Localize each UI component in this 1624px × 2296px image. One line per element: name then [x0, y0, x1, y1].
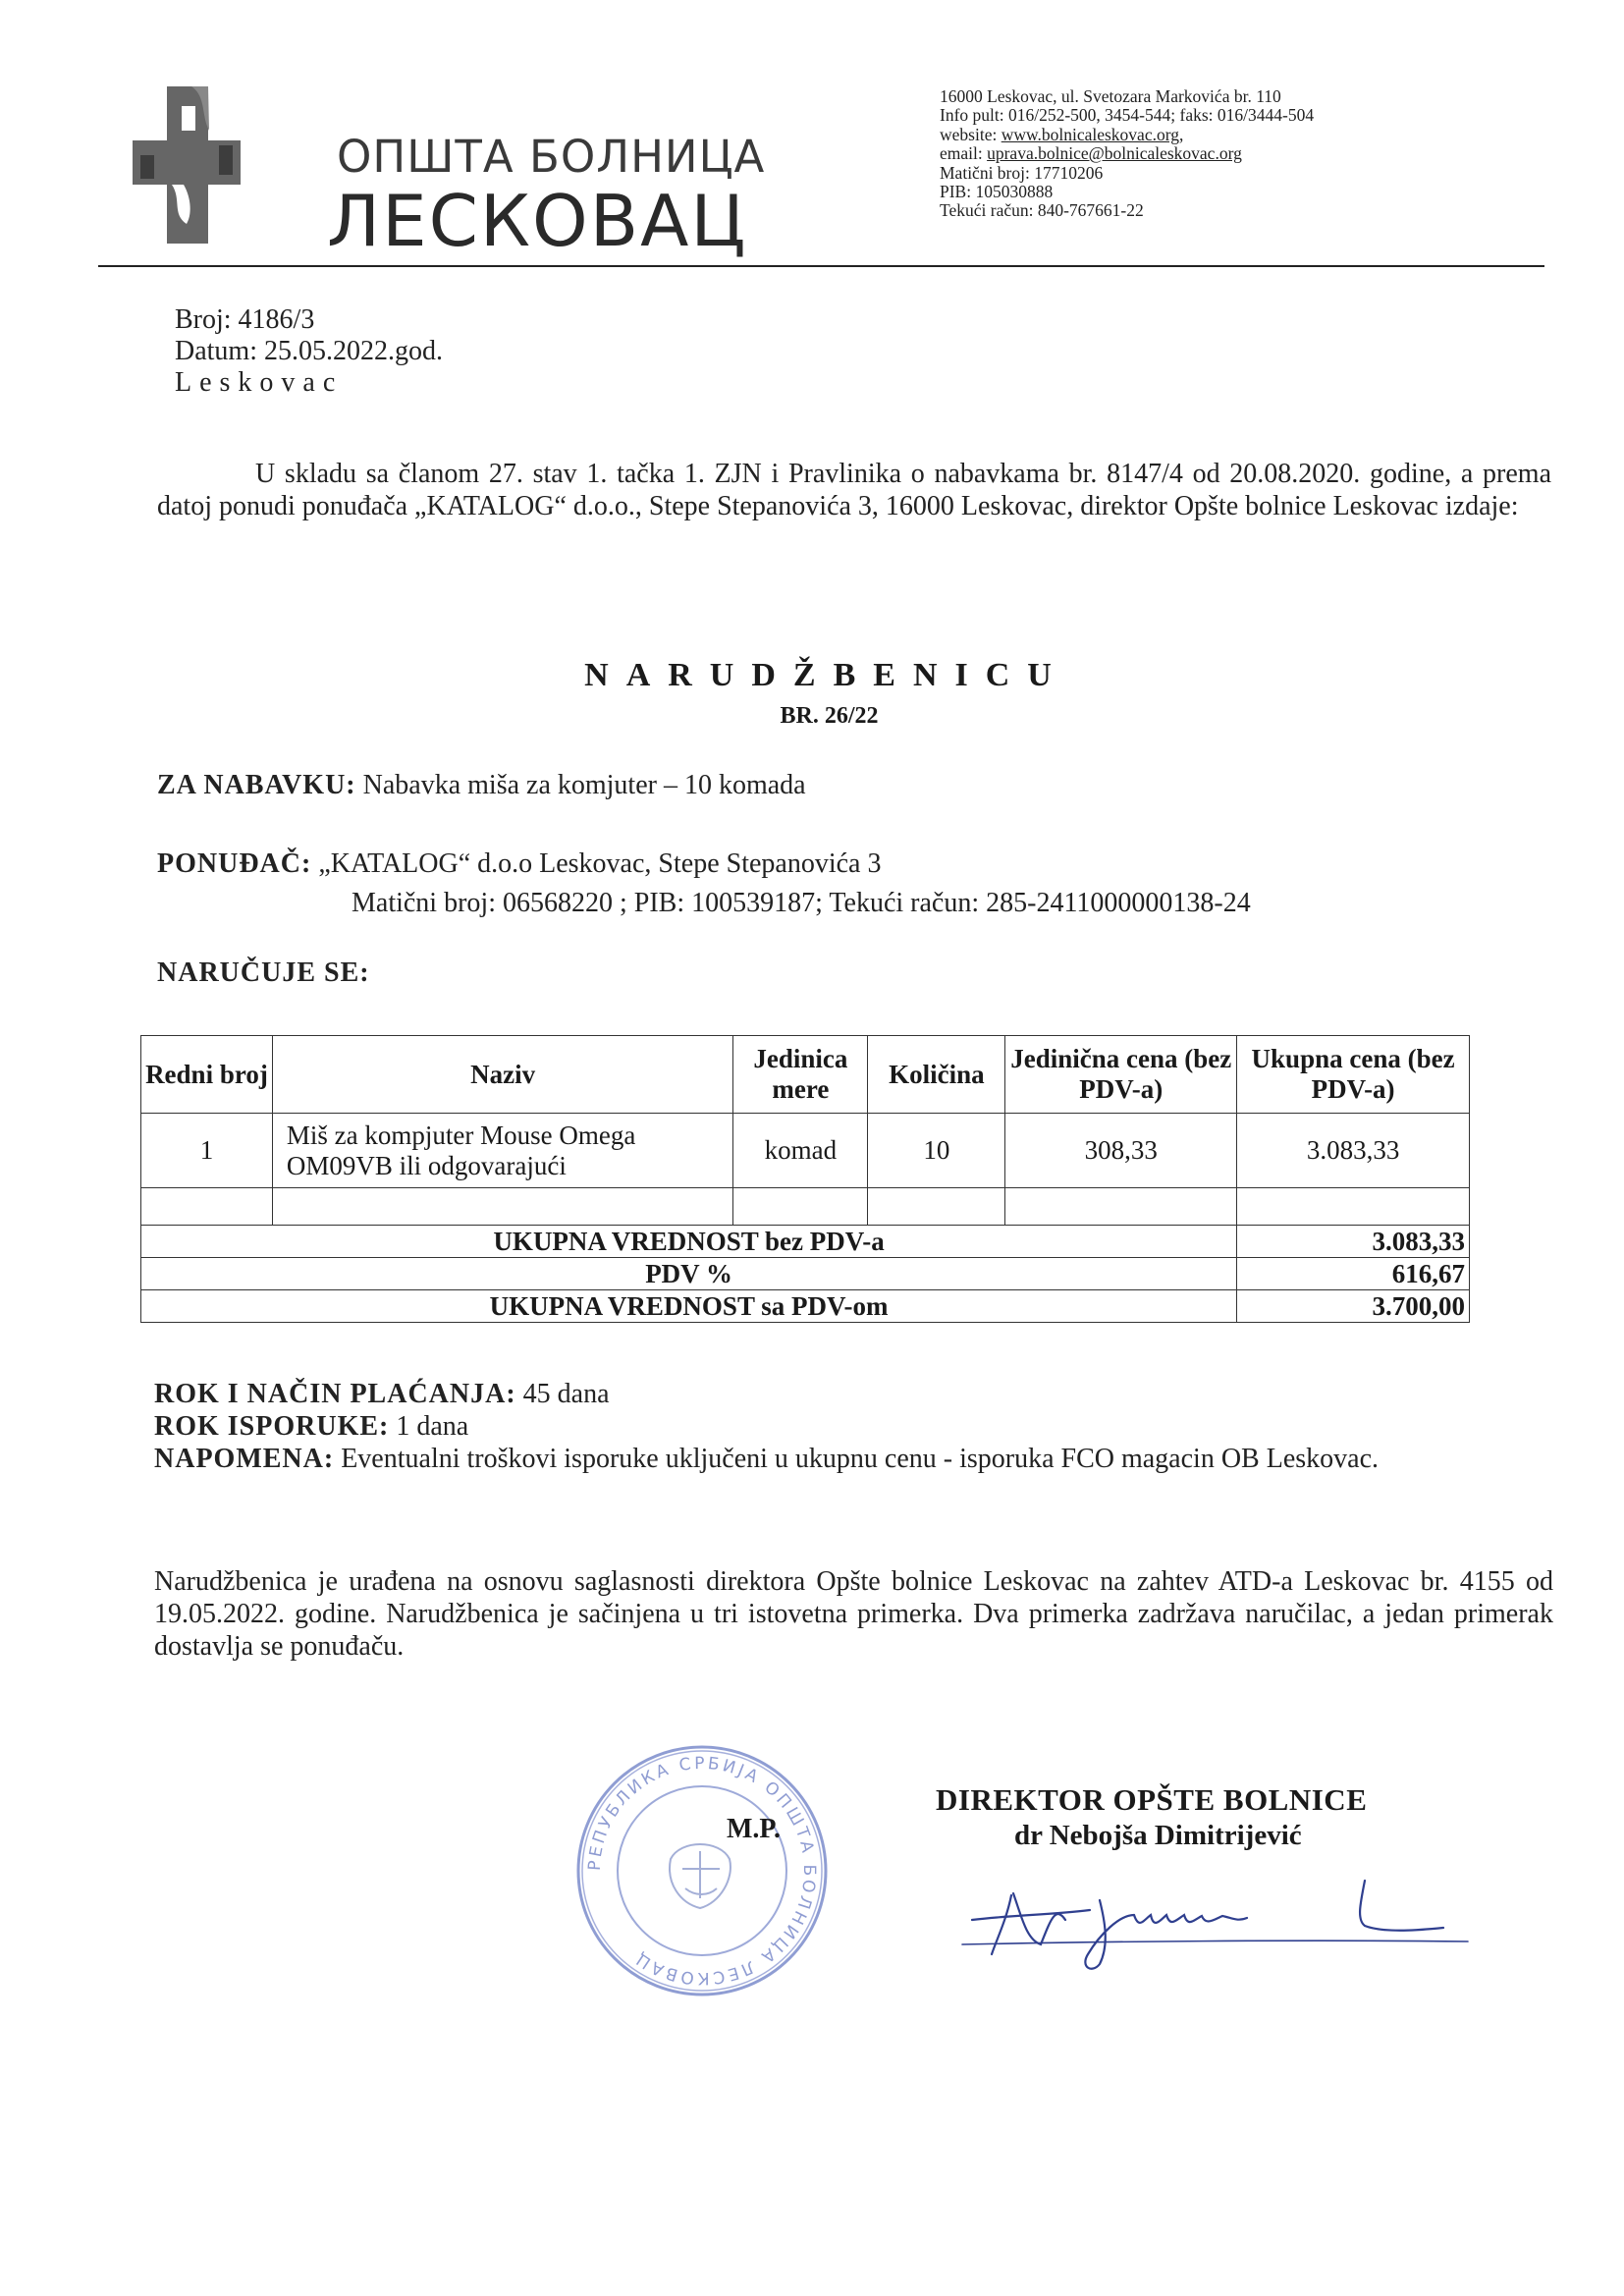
org-name-line2: ЛЕСКОВАЦ — [327, 180, 748, 262]
ponudjac-field: PONUĐAČ: „KATALOG“ d.o.o Leskovac, Stepe Stepanovića 3 — [157, 848, 882, 879]
closing-paragraph: Narudžbenica je urađena na osnovu saglasnosti direktora Opšte bolnice Leskovac na zahtev ATD-a Leskovac br. 4155 od 19.05.2022. godine. Narudžbenica je sačinjena u tri istovetna primerka. Dva primerka zadržava naručilac, a jedan primerak dostavlja se ponuđaču. — [154, 1566, 1553, 1662]
total-with-vat-row — [141, 1290, 1470, 1323]
col-header-redni-broj: Redni broj — [141, 1036, 273, 1114]
contact-website: website: www.bolnicaleskovac.org, — [940, 124, 1184, 144]
col-header-naziv: Naziv — [272, 1036, 733, 1114]
director-title: DIREKTOR OPŠTE BOLNICE — [936, 1782, 1368, 1817]
official-stamp — [572, 1741, 833, 2001]
document-date: Datum: 25.05.2022.god. — [175, 336, 443, 366]
ponudjac-details: Matični broj: 06568220 ; PIB: 100539187; Tekući račun: 285-2411000000138-24 — [352, 888, 1251, 918]
intro-paragraph: U skladu sa članom 27. stav 1. tačka 1. ZJN i Pravlinika o nabavkama br. 8147/4 od 20.08.2020. godine, a prema datoj ponudi ponuđača „KATALOG“ d.o.o., Stepe Stepanovića 3, 16000 Leskovac, direktor Opšte bolnice Leskovac izdaje: — [157, 459, 1551, 521]
contact-email: email: uprava.bolnice@bolnicaleskovac.org — [940, 143, 1242, 164]
handwritten-signature — [952, 1861, 1473, 1979]
delivery-terms: ROK ISPORUKE: 1 dana — [154, 1411, 469, 1442]
total-without-vat-row — [141, 1226, 1470, 1258]
cell-kolicina: 10 — [868, 1114, 1005, 1188]
org-name-line1: ОПШТА БОЛНИЦА — [337, 131, 766, 183]
cell-ukupna-cena: 3.083,33 — [1237, 1114, 1470, 1188]
table-header-row — [141, 1036, 1470, 1114]
col-header-jedinica-mere: Jedinica mere — [733, 1036, 868, 1114]
total-with-vat-value: 3.700,00 — [1237, 1290, 1470, 1323]
website-link[interactable]: www.bolnicaleskovac.org — [1001, 124, 1179, 144]
director-name: dr Nebojša Dimitrijević — [1014, 1820, 1302, 1851]
cell-naziv: Miš za kompjuter Mouse Omega OM09VB ili odgovarajući — [272, 1114, 733, 1188]
document-number: Broj: 4186/3 — [175, 304, 315, 335]
naruchuje-se-label: NARUČUJE SE: — [157, 957, 370, 988]
email-link[interactable]: uprava.bolnice@bolnicaleskovac.org — [987, 143, 1242, 164]
contact-address: 16000 Leskovac, ul. Svetozara Markovića br. 110 — [940, 86, 1281, 106]
terms-block — [154, 1378, 1548, 1475]
note: NAPOMENA: Eventualni troškovi isporuke uključeni u ukupnu cenu - isporuka FCO magacin OB Leskovac. — [154, 1444, 1379, 1474]
document-place: Leskovac — [175, 367, 344, 398]
vat-row — [141, 1258, 1470, 1290]
col-header-kolicina: Količina — [868, 1036, 1005, 1114]
payment-terms: ROK I NAČIN PLAĆANJA: 45 dana — [154, 1379, 610, 1409]
header-divider — [98, 265, 1544, 267]
order-items-table — [140, 1035, 1470, 1323]
total-without-vat-value: 3.083,33 — [1237, 1226, 1470, 1258]
col-header-ukupna-cena: Ukupna cena (bez PDV-a) — [1237, 1036, 1470, 1114]
medical-cross-icon — [133, 86, 241, 244]
total-with-vat-label: UKUPNA VREDNOST sa PDV-om — [141, 1290, 1237, 1323]
contact-phones: Info pult: 016/252-500, 3454-544; faks: 016/3444-504 — [940, 105, 1315, 126]
contact-block — [940, 87, 1314, 221]
document-meta — [175, 304, 443, 399]
vat-label: PDV % — [141, 1258, 1237, 1290]
col-header-jedinicna-cena: Jedinična cena (bez PDV-a) — [1005, 1036, 1237, 1114]
cell-jedinica-mere: komad — [733, 1114, 868, 1188]
contact-tekuci-racun: Tekući račun: 840-767661-22 — [940, 200, 1144, 221]
vat-value: 616,67 — [1237, 1258, 1470, 1290]
svg-text:РЕПУБЛИКА СРБИЈА ОПШТА БОЛНИЦА — [585, 1754, 819, 1988]
contact-maticni-broj: Matični broj: 17710206 — [940, 162, 1104, 183]
document-title: NARUDŽBENICU — [584, 657, 1069, 693]
contact-pib: PIB: 105030888 — [940, 182, 1054, 202]
cell-redni-broj: 1 — [141, 1114, 273, 1188]
table-row-empty — [141, 1188, 1470, 1226]
order-number: BR. 26/22 — [780, 703, 879, 729]
total-without-vat-label: UKUPNA VREDNOST bez PDV-a — [141, 1226, 1237, 1258]
table-row — [141, 1114, 1470, 1188]
mp-label: M.P. — [727, 1814, 781, 1844]
za-nabavku-field: ZA NABAVKU: Nabavka miša za komjuter – 10 komada — [157, 770, 806, 800]
stamp-text: РЕПУБЛИКА СРБИЈА ОПШТА БОЛНИЦА ЛЕСКОВАЦ — [584, 1753, 820, 1989]
cell-jedinicna-cena: 308,33 — [1005, 1114, 1237, 1188]
